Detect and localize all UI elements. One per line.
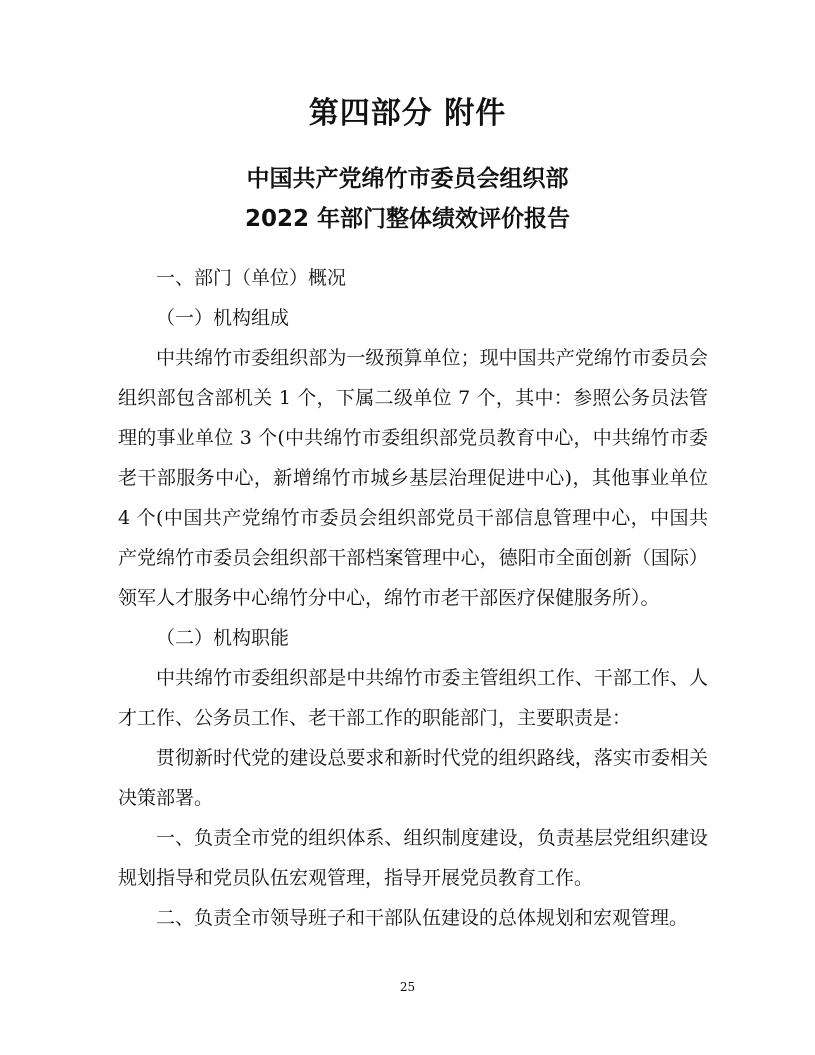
paragraph-organization: 中共绵竹市委组织部为一级预算单位；现中国共产党绵竹市委员会组织部包含部机关 1 个，下属二级单位 7 个，其中：参照公务员法管理的事业单位 3 个(中共绵竹市委组织部党员教育中心，中共绵竹市委老干部服务中心，新增绵竹市城乡基层治理促进中心)，其他事业单位 4 个(中国共产党绵竹市委员会组织部党员干部信息管理中心，中国共产党绵竹市委员会组织部干部档案管理中心，德阳市全面创新（国际）领军人才服务中心绵竹分中心，绵竹市老干部医疗保健服务所）。 — [118, 347, 708, 609]
paragraph-duty-2: 二、负责全市领导班子和干部队伍建设的总体规划和宏观管理。 — [156, 907, 689, 929]
section-heading-overview: 一、部门（单位）概况 — [156, 267, 347, 289]
part-title: 第四部分 附件 — [308, 96, 507, 131]
document-body — [118, 258, 708, 938]
paragraph-functions-intro: 中共绵竹市委组织部是中共绵竹市委主管组织工作、干部工作、人才工作、公务员工作、老干部工作的职能部门，主要职责是： — [118, 667, 708, 729]
subheading-functions: （二）机构职能 — [156, 627, 290, 649]
paragraph-functions-general: 贯彻新时代党的建设总要求和新时代党的组织路线，落实市委相关决策部署。 — [118, 747, 708, 809]
report-title-line-2: 2022 年部门整体绩效评价报告 — [244, 206, 571, 232]
report-title-line-1: 中国共产党绵竹市委员会组织部 — [246, 166, 569, 192]
subheading-organization: （一）机构组成 — [156, 307, 290, 329]
page-number: 25 — [399, 980, 416, 994]
paragraph-duty-1: 一、负责全市党的组织体系、组织制度建设，负责基层党组织建设规划指导和党员队伍宏观管理，指导开展党员教育工作。 — [118, 827, 708, 889]
